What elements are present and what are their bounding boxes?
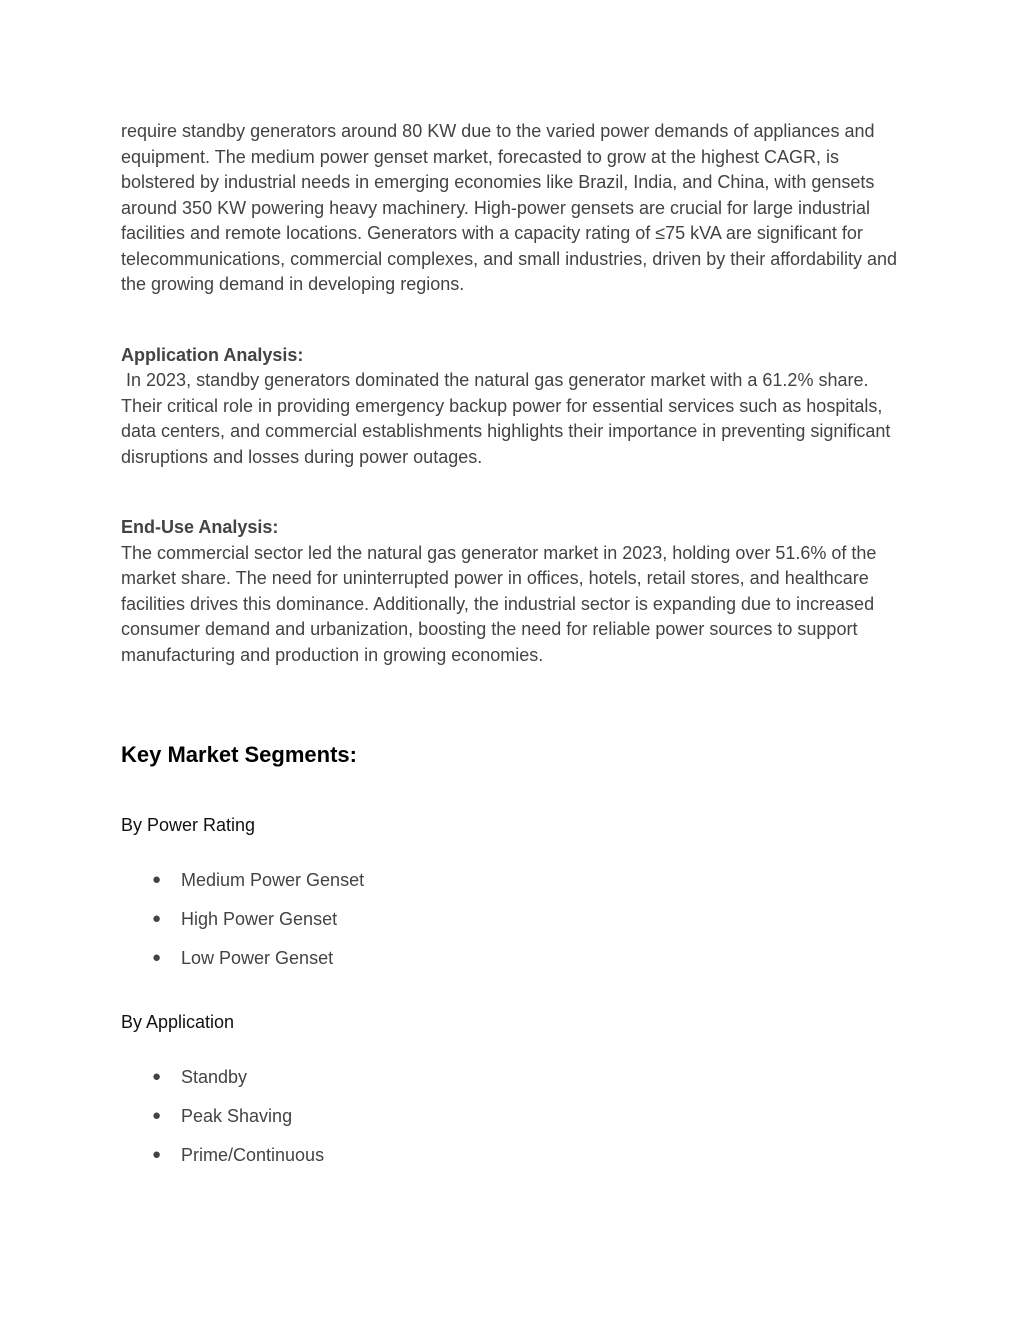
application-analysis-text: In 2023, standby generators dominated the natural gas generator market with a 61.2% share. Their critical role in providing emergency backup power for essential services such as hospitals, data centers, and commercial establishments highlights their importance in preventing significant disruptions and losses during power outages.: [121, 370, 896, 467]
bullet-icon: ●: [152, 871, 162, 888]
list-item-label: Prime/Continuous: [181, 1145, 325, 1165]
end-use-analysis-text: The commercial sector led the natural gas generator market in 2023, holding over 51.6% of the market share. The need for uninterrupted power in offices, hotels, retail stores, and healthcare facilities drives this dominance. Additionally, the industrial sector is expanding due to increased consumer demand and urbanization, boosting the need for reliable power sources to support manufacturing and production in growing economies.: [121, 542, 882, 665]
segment-group-title: By Power Rating: [121, 815, 256, 835]
end-use-analysis-heading: End-Use Analysis:: [121, 517, 279, 537]
list-item: [121, 1142, 911, 1168]
segment-group-application: [121, 1009, 911, 1168]
bullet-icon: ●: [152, 1146, 162, 1163]
document-page: [121, 119, 911, 1181]
segment-list: [121, 867, 911, 971]
key-market-segments-title: Key Market Segments:: [121, 742, 357, 767]
key-market-segments-section: [121, 740, 911, 1168]
segment-list: [121, 1064, 911, 1168]
bullet-icon: ●: [152, 949, 162, 966]
end-use-analysis-section: [121, 515, 911, 668]
list-item-label: High Power Genset: [181, 909, 338, 929]
list-item: [121, 1064, 911, 1090]
intro-paragraph: require standby generators around 80 KW due to the varied power demands of appliances and equipment. The medium power genset market, forecasted to grow at the highest CAGR, is bolstered by industrial needs in emerging economies like Brazil, India, and China, with gensets around 350 KW powering heavy machinery. High-power gensets are crucial for large industrial facilities and remote locations. Generators with a capacity rating of ≤75 kVA are significant for telecommunications, commercial complexes, and small industries, driven by their affordability and the growing demand in developing regions.: [121, 121, 903, 294]
segment-group-power-rating: [121, 812, 911, 971]
application-analysis-heading: Application Analysis:: [121, 344, 304, 365]
bullet-icon: ●: [152, 1068, 162, 1085]
segment-group-title: By Application: [121, 1012, 235, 1032]
application-analysis-section: [121, 343, 911, 471]
list-item-label: Standby: [181, 1067, 248, 1087]
list-item-label: Peak Shaving: [181, 1106, 293, 1126]
bullet-icon: ●: [152, 910, 162, 927]
list-item: [121, 867, 911, 893]
list-item: [121, 1103, 911, 1129]
bullet-icon: ●: [152, 1107, 162, 1124]
list-item-label: Medium Power Genset: [181, 870, 365, 890]
list-item: [121, 906, 911, 932]
list-item-label: Low Power Genset: [181, 948, 334, 968]
list-item: [121, 945, 911, 971]
